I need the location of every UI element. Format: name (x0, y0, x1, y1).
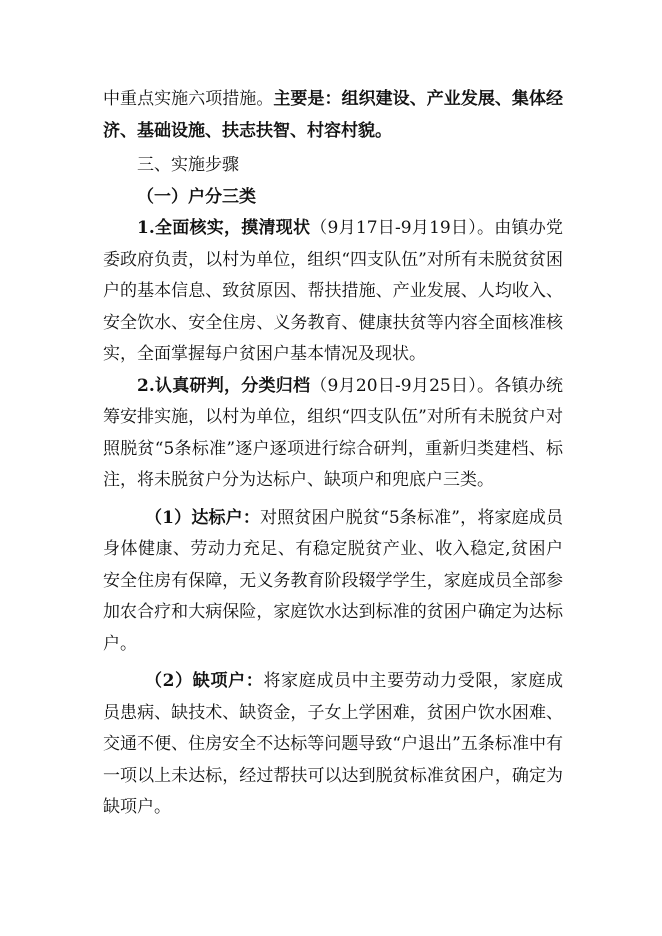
category-2-body: 将家庭成员中主要劳动力受限，家庭成员患病、缺技术、缺资金，子女上学困难，贫困户饮水困难、交通不便、住房安全不达标等问题导致“户退出”五条标准中有一项以上未达标，经过帮扶可以达到脱贫标准贫困户，确定为缺项户。 (103, 671, 563, 817)
category-2-paragraph (103, 666, 563, 824)
intro-bold-text: 主要是：组织建设、产业发展、集体经济、基础设施、扶志扶智、村容村貌。 (103, 89, 564, 141)
step-2-paragraph (103, 371, 563, 497)
section-heading-implementation-steps: 三、实施步骤 (137, 155, 239, 175)
step-2-body: （9月20日-9月25日）。各镇办统筹安排实施，以村为单位，组织“四支队伍”对所有未脱贫户对照脱贫“5条标准”逐户逐项进行综合研判，重新归类建档、标注，将未脱贫户分为达标户、缺项户和兜底户三类。 (103, 375, 563, 490)
category-2-title: （2）缺项户： (145, 671, 264, 691)
subsection-heading-household-classes: （一）户分三类 (137, 186, 256, 207)
category-1-paragraph (103, 503, 563, 661)
step-1-title: 1.全面核实，摸清现状 (137, 218, 311, 238)
step-1-paragraph (103, 213, 563, 371)
step-2-title: 2.认真研判，分类归档 (137, 375, 311, 396)
document-body (103, 84, 563, 824)
intro-plain-text: 中重点实施六项措施。 (103, 89, 274, 109)
category-1-body: 对照贫困户脱贫“5条标准”，将家庭成员身体健康、劳动力充足、有稳定脱贫产业、收入稳定,贫困户安全住房有保障，无义务教育阶段辍学学生，家庭成员全部参加农合疗和大病保险，家庭饮水达到标准的贫困户确定为达标户。 (103, 507, 563, 654)
intro-paragraph (103, 84, 563, 147)
step-1-body: （9月17日-9月19日）。由镇办党委政府负责，以村为单位，组织“四支队伍”对所有未脱贫贫困户的基本信息、致贫原因、帮扶措施、产业发展、人均收入、安全饮水、安全住房、义务教育、健康扶贫等内容全面核准核实，全面掌握每户贫困户基本情况及现状。 (103, 218, 563, 364)
category-1-title: （1）达标户： (145, 507, 260, 528)
